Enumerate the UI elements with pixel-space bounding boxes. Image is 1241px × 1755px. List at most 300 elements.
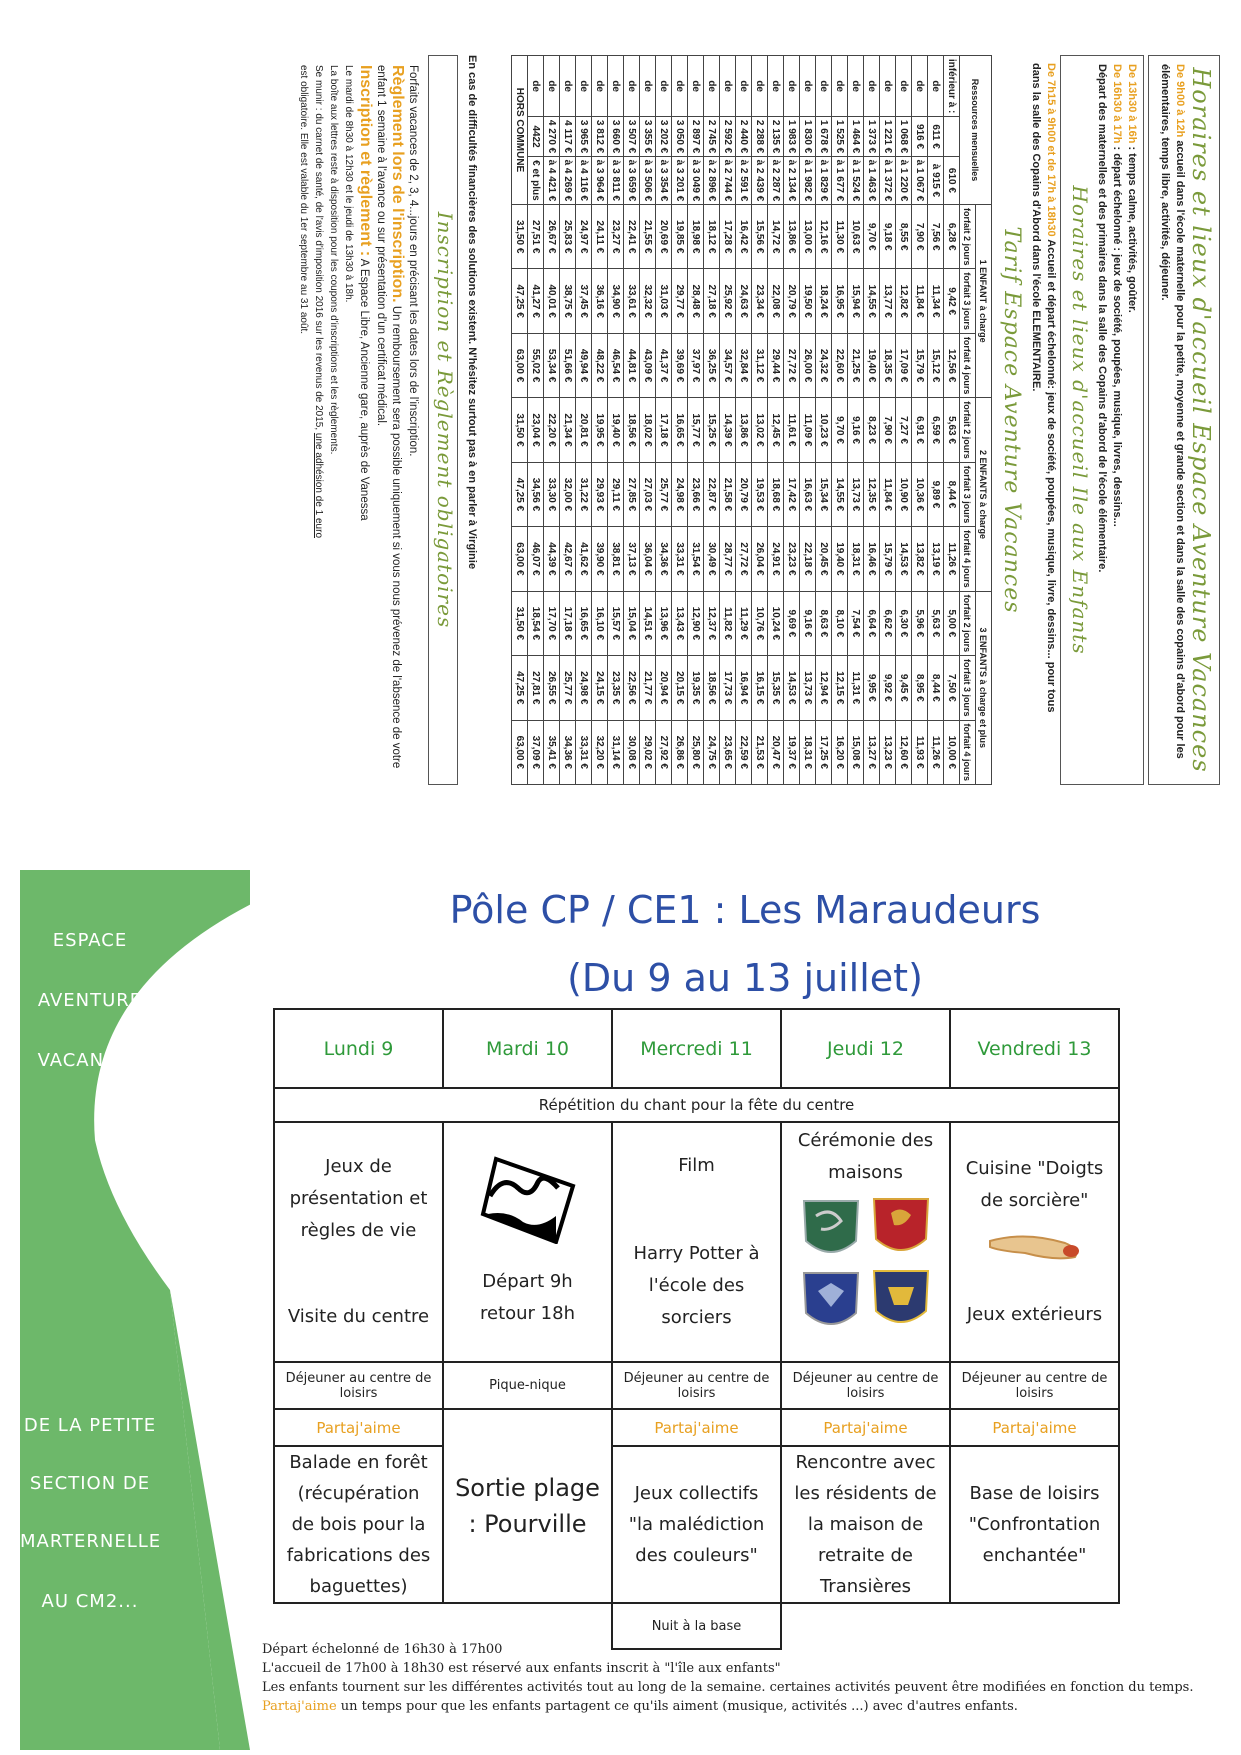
tarif-cell: 29,44 € (768, 333, 784, 397)
lunch-lundi: Déjeuner au centre de loisirs (274, 1362, 443, 1409)
tarif-cell: 63,00 € (512, 720, 528, 785)
tarif-cell: 44,81 € (624, 333, 640, 397)
tarif-cell: 63,00 € (512, 527, 528, 591)
tarif-cell: à 2 287 € (768, 156, 784, 204)
tarif-cell: 15,35 € (768, 656, 784, 720)
tarif-cell: 25,77 € (560, 656, 576, 720)
tarif-cell: 7,90 € (880, 398, 896, 462)
time-label: De 7h15 à 9h00 et de 17h à 18h30 (1045, 63, 1057, 237)
rotated-info-section (70, 55, 1220, 855)
tarif-cell: 12,56 € (944, 333, 960, 397)
tarif-row (736, 56, 752, 785)
activity-line: Harry Potter à (633, 1243, 760, 1264)
tarif-cell: 21,58 € (720, 462, 736, 526)
tarif-cell: 14,53 € (784, 656, 800, 720)
tarif-cell: 11,84 € (880, 462, 896, 526)
tarif-cell: 11,26 € (944, 527, 960, 591)
morning-lundi (274, 1122, 443, 1362)
tarif-cell: 23,23 € (784, 527, 800, 591)
tarif-cell: 33,30 € (544, 462, 560, 526)
horaires-espace-line2: élémentaires, temps libre, activités, déjeuner. (1159, 64, 1171, 301)
day-jeudi: Jeudi 12 (781, 1009, 950, 1088)
afternoon-jeudi (781, 1446, 950, 1603)
tarif-cell: 19,40 € (864, 333, 880, 397)
tarif-cell: 15,04 € (624, 591, 640, 655)
tarif-cell: 3 202 € (656, 117, 672, 157)
tarif-cell: 12,90 € (688, 591, 704, 655)
tarif-cell: 17,28 € (720, 205, 736, 269)
tarif-cell: 34,36 € (656, 527, 672, 591)
line-text: : temps calme, activités, goûter. (1126, 143, 1138, 313)
afternoon-mercredi (612, 1446, 781, 1603)
tarif-cell: 3 812 € (592, 117, 608, 157)
tarif-cell: 37,45 € (576, 269, 592, 333)
tarif-cell: 13,43 € (672, 591, 688, 655)
tarif-cell: 15,12 € (928, 333, 944, 397)
page-title (270, 880, 1220, 1008)
tarif-cell: à 4 269 € (560, 156, 576, 204)
tarif-cell: 6,59 € (928, 398, 944, 462)
forfait-header: forfait 3 jours (960, 462, 976, 526)
tarif-cell: 17,25 € (816, 720, 832, 785)
tarif-cell: 27,85 € (624, 462, 640, 526)
tarif-cell: 20,79 € (784, 269, 800, 333)
schedule-table (273, 1008, 1120, 1650)
tarif-cell: 49,94 € (576, 333, 592, 397)
tarif-cell: 24,75 € (704, 720, 720, 785)
horaires-espace-line1 (1172, 64, 1187, 776)
tarif-cell: de (528, 56, 544, 117)
tarif-cell: 611 € (928, 117, 944, 157)
tarif-row (848, 56, 864, 785)
tarif-cell: 9,70 € (864, 205, 880, 269)
tarif-cell (944, 117, 960, 157)
tarif-cell: 1 678 € (816, 117, 832, 157)
tarif-row (608, 56, 624, 785)
tarif-cell: 37,97 € (688, 333, 704, 397)
tarif-row (816, 56, 832, 785)
nuit-cell: Nuit à la base (612, 1603, 781, 1649)
title-line2: (Du 9 au 13 juillet) (567, 956, 923, 1000)
tarif-cell: de (656, 56, 672, 117)
tarif-cell: 10,00 € (944, 720, 960, 785)
tarif-cell: 36,25 € (704, 333, 720, 397)
tarif-cell: 4 117 € (560, 117, 576, 157)
tarif-table (511, 55, 992, 785)
tarif-cell: 17,42 € (784, 462, 800, 526)
tarif-row (944, 56, 960, 785)
side-label-section: SECTION DE (29, 1473, 151, 1494)
tarif-cell: 12,15 € (832, 656, 848, 720)
tarif-cell: 29,11 € (608, 462, 624, 526)
tarif-cell: 22,59 € (736, 720, 752, 785)
tarif-cell: 5,63 € (928, 591, 944, 655)
tarif-cell: 7,54 € (848, 591, 864, 655)
tarif-cell: 28,48 € (688, 269, 704, 333)
tarif-cell: 3 507 € (624, 117, 640, 157)
activity-line: Film (678, 1155, 715, 1176)
tarif-row (704, 56, 720, 785)
tarif-cell: à 2 439 € (752, 156, 768, 204)
activity-line: des couleurs" (635, 1545, 758, 1566)
tarif-cell: à 3 811 € (608, 156, 624, 204)
side-label-vacances: VACANCES (37, 1050, 143, 1071)
tarif-row (640, 56, 656, 785)
tarif-cell: 9,70 € (832, 398, 848, 462)
tarif-cell: 14,39 € (720, 398, 736, 462)
tarif-cell: 48,22 € (592, 333, 608, 397)
tarif-cell: 6,62 € (880, 591, 896, 655)
tarif-cell: 24,11 € (592, 205, 608, 269)
activity-line: Cérémonie des (797, 1130, 934, 1151)
tarif-cell: 8,95 € (912, 656, 928, 720)
tarif-cell: à 1 982 € (800, 156, 816, 204)
inscription-line4: est obligatoire. Elle est valable du 1er septembre au 31 août. (298, 65, 309, 335)
horaires-espace-line3 (1124, 64, 1139, 776)
tarif-cell: 5,96 € (912, 591, 928, 655)
forfait-header: forfait 2 jours (960, 591, 976, 655)
tarif-cell: 3 050 € (672, 117, 688, 157)
tarif-cell: 53,34 € (544, 333, 560, 397)
tarif-cell: 13,00 € (800, 205, 816, 269)
tarif-cell: 16,42 € (736, 205, 752, 269)
time-label: De 13h30 à 16h (1126, 64, 1138, 144)
tarif-row (720, 56, 736, 785)
tarif-cell: 13,96 € (656, 591, 672, 655)
tarif-cell: à 2 591 € (736, 156, 752, 204)
partaj-row (274, 1409, 1119, 1446)
tarif-cell: € et plus (528, 156, 544, 204)
tarif-cell: à 2 744 € (720, 156, 736, 204)
tarif-cell: 24,32 € (816, 333, 832, 397)
tarif-cell: 11,30 € (832, 205, 848, 269)
tarif-cell: 46,07 € (528, 527, 544, 591)
tarif-row (928, 56, 944, 785)
tarif-cell: 7,50 € (944, 656, 960, 720)
tarif-cell: 9,16 € (848, 398, 864, 462)
forfait-header: forfait 2 jours (960, 398, 976, 462)
tarif-cell: 8,23 € (864, 398, 880, 462)
tarif-cell: 9,92 € (880, 656, 896, 720)
line-text: : départ échelonné : jeux de société, poupées, musique, livres, dessins... (1111, 143, 1123, 527)
morning-row (274, 1122, 1119, 1362)
tarif-cell: de (640, 56, 656, 117)
tarif-cell: 21,34 € (560, 398, 576, 462)
tarif-cell: 35,41 € (544, 720, 560, 785)
group2-header: 2 ENFANTS à charge (976, 398, 992, 591)
horaires-espace-more-box (1060, 55, 1144, 785)
tarif-cell: 14,55 € (864, 269, 880, 333)
horaires-espace-line5: Départ des maternelles et des primaires dans la salle des Copains d'abord de l'école élémentaire. (1096, 64, 1108, 573)
tarif-cell: 18,98 € (688, 205, 704, 269)
tarif-cell: 18,24 € (816, 269, 832, 333)
witch-finger-cookie-icon (985, 1221, 1085, 1271)
tarif-cell: 39,69 € (672, 333, 688, 397)
tarif-cell: 15,57 € (608, 591, 624, 655)
tarif-cell: de (912, 56, 928, 117)
tarif-cell: 2 592 € (720, 117, 736, 157)
tarif-cell: 14,51 € (640, 591, 656, 655)
tarif-cell: 15,79 € (912, 333, 928, 397)
tarif-cell: à 1 372 € (880, 156, 896, 204)
tarif-cell: 63,00 € (512, 333, 528, 397)
tarif-cell: de (608, 56, 624, 117)
tarif-cell: de (752, 56, 768, 117)
reglement-title: Règlement lors de l'inscription. (389, 65, 406, 303)
inscription-title-box (428, 55, 458, 785)
tarif-cell: 9,18 € (880, 205, 896, 269)
tarif-row (832, 56, 848, 785)
tarif-cell: 38,81 € (608, 527, 624, 591)
tarif-cell: 610 € (944, 156, 960, 204)
tarif-cell: 21,25 € (848, 333, 864, 397)
tarif-cell: 21,53 € (752, 720, 768, 785)
tarif-row (656, 56, 672, 785)
tarif-cell: à 3 049 € (688, 156, 704, 204)
tarif-cell: 24,97 € (576, 205, 592, 269)
tarif-cell: à 4 116 € (576, 156, 592, 204)
activity-line: de bois pour la (291, 1514, 426, 1535)
tarif-cell: 6,64 € (864, 591, 880, 655)
tarif-cell: 33,31 € (672, 527, 688, 591)
tarif-cell: 11,84 € (912, 269, 928, 333)
tarif-cell: 2 135 € (768, 117, 784, 157)
tarif-row (592, 56, 608, 785)
poufsouffle-crest-icon (874, 1271, 928, 1322)
tarif-cell: 3 355 € (640, 117, 656, 157)
note-accueil: L'accueil de 17h00 à 18h30 est réservé aux enfants inscrit à "l'île aux enfants" (262, 1661, 781, 1676)
tarif-cell: 32,00 € (560, 462, 576, 526)
tarif-cell: de (720, 56, 736, 117)
tarif-cell: 47,25 € (512, 269, 528, 333)
tarif-cell: à 1 829 € (816, 156, 832, 204)
tarif-row (752, 56, 768, 785)
tarif-row (624, 56, 640, 785)
tarif-cell: 32,20 € (592, 720, 608, 785)
forfait-header: forfait 3 jours (960, 656, 976, 720)
tarif-cell: 7,90 € (912, 205, 928, 269)
tarif-cell: 14,53 € (896, 527, 912, 591)
tarif-cell: 27,72 € (736, 527, 752, 591)
tarif-cell: 24,63 € (736, 269, 752, 333)
tarif-cell: 16,20 € (832, 720, 848, 785)
horaires-ile-line1 (1043, 63, 1058, 777)
tarif-cell: 8,10 € (832, 591, 848, 655)
partaj-vendredi: Partaj'aime (950, 1409, 1119, 1446)
tarif-cell: 21,55 € (640, 205, 656, 269)
tarif-cell: 22,41 € (624, 205, 640, 269)
note-rotation: Les enfants tournent sur les différentes activités tout au long de la semaine. certaines activités peuvent être modifiées en fonction du temps. (262, 1680, 1194, 1695)
note-partaj (262, 1697, 1212, 1716)
tarif-cell: 1 464 € (848, 117, 864, 157)
activity-line: de sorcière" (980, 1190, 1089, 1211)
tarif-cell: HORS COMMUNE (512, 56, 528, 205)
tarif-cell: 21,77 € (640, 656, 656, 720)
tarif-cell: 41,37 € (656, 333, 672, 397)
tarif-cell: 25,92 € (720, 269, 736, 333)
lunch-vendredi: Déjeuner au centre de loisirs (950, 1362, 1119, 1409)
tarif-cell: 13,27 € (864, 720, 880, 785)
tarif-cell: 22,08 € (768, 269, 784, 333)
tarif-cell: de (832, 56, 848, 117)
activity-line: "Confrontation (968, 1514, 1101, 1535)
tarif-cell: 11,29 € (736, 591, 752, 655)
tarif-cell: 17,73 € (720, 656, 736, 720)
tarif-cell: 16,65 € (672, 398, 688, 462)
day-mercredi: Mercredi 11 (612, 1009, 781, 1088)
tarif-row (784, 56, 800, 785)
tarif-cell: 24,98 € (672, 462, 688, 526)
schedule-table-wrap (273, 1008, 1120, 1650)
adhesion-text: une adhésion de 1 euro (313, 432, 324, 539)
tarif-cell: 34,56 € (528, 462, 544, 526)
activity-line: Rencontre avec (795, 1452, 936, 1473)
activity-line: sorciers (661, 1307, 732, 1328)
tarif-cell: 19,85 € (672, 205, 688, 269)
partaj-label: Partaj'aime (262, 1699, 337, 1714)
tarif-cell: 26,55 € (544, 656, 560, 720)
tarif-cell: de (848, 56, 864, 117)
lunch-row (274, 1362, 1119, 1409)
tarif-row (880, 56, 896, 785)
tarif-cell: 2 897 € (688, 117, 704, 157)
tarif-cell: 10,90 € (896, 462, 912, 526)
tarif-cell: 12,94 € (816, 656, 832, 720)
tarif-cell: 8,63 € (816, 591, 832, 655)
reglement-para (373, 65, 405, 775)
tarif-cell: 16,65 € (576, 591, 592, 655)
tarif-cell: de (560, 56, 576, 117)
morning-jeudi (781, 1122, 950, 1362)
house-crests-icon (796, 1191, 936, 1341)
tarif-cell: 19,37 € (784, 720, 800, 785)
tarif-cell: 19,40 € (608, 398, 624, 462)
tarif-cell: de (816, 56, 832, 117)
reglement-text: Un remboursement sera possible uniquement si vous nous prévenez de l'absence de votre enfant 1 semaine à l'avance ou sur présentation d'un certificat médical. (375, 65, 402, 769)
tarif-cell: 30,49 € (704, 527, 720, 591)
tarif-cell: 7,56 € (928, 205, 944, 269)
tarif-cell: 38,75 € (560, 269, 576, 333)
tarif-cell: 11,26 € (928, 720, 944, 785)
tarif-cell: 2 288 € (752, 117, 768, 157)
inscription-title: Inscription et Règlement obligatoires (433, 211, 457, 629)
tarif-cell: 12,82 € (896, 269, 912, 333)
morning-vendredi (950, 1122, 1119, 1362)
tarif-cell: 27,03 € (640, 462, 656, 526)
tarif-cell: 55,02 € (528, 333, 544, 397)
tarif-cell: 26,04 € (752, 527, 768, 591)
tarif-cell: 13,23 € (880, 720, 896, 785)
tarif-cell: 15,25 € (704, 398, 720, 462)
tarif-cell: 31,50 € (512, 398, 528, 462)
tarif-row (896, 56, 912, 785)
tarif-cell: 17,70 € (544, 591, 560, 655)
activity-line: Départ 9h (482, 1271, 573, 1292)
tarif-cell: de (736, 56, 752, 117)
tarif-cell: 51,66 € (560, 333, 576, 397)
tarif-cell: 4 270 € (544, 117, 560, 157)
tarif-row (576, 56, 592, 785)
tarif-cell: 8,44 € (928, 656, 944, 720)
tarif-cell: 13,73 € (848, 462, 864, 526)
activity-line: retraite de (818, 1545, 913, 1566)
tarif-cell: 25,80 € (688, 720, 704, 785)
tarif-cell: 14,55 € (832, 462, 848, 526)
tarif-table-wrap (511, 55, 992, 785)
activity-line: Visite du centre (287, 1306, 430, 1327)
activity-line: Transières (819, 1576, 912, 1597)
tarif-cell: 6,91 € (912, 398, 928, 462)
tarif-cell: 10,36 € (912, 462, 928, 526)
tarif-row (912, 56, 928, 785)
partaj-text: un temps pour que les enfants partagent ce qu'ils aiment (musique, activités ...) avec d'autres enfants. (336, 1699, 1018, 1714)
tarif-cell: 31,22 € (576, 462, 592, 526)
tarif-cell: 23,04 € (528, 398, 544, 462)
tarif-cell: 6,30 € (896, 591, 912, 655)
side-label-cm2: AU CM2... (41, 1591, 139, 1612)
tarif-cell: 31,12 € (752, 333, 768, 397)
inscription-heading: Inscription et règlement : (357, 65, 374, 257)
tarif-cell: 24,98 € (576, 656, 592, 720)
side-label-maternelle: MARTERNELLE (20, 1531, 162, 1552)
tarif-cell: 10,76 € (752, 591, 768, 655)
tarif-cell: 39,90 € (592, 527, 608, 591)
activity-line: baguettes) (309, 1576, 408, 1597)
forfait-header: forfait 4 jours (960, 720, 976, 785)
tarif-body (512, 56, 960, 785)
tarif-cell: 11,09 € (800, 398, 816, 462)
tarif-cell: 6,28 € (944, 205, 960, 269)
tarif-cell: 18,31 € (848, 527, 864, 591)
tarif-cell: 17,18 € (656, 398, 672, 462)
tarif-cell: 15,79 € (880, 527, 896, 591)
tarif-cell: à 1 067 € (912, 156, 928, 204)
afternoon-row (274, 1446, 1119, 1603)
tarif-cell: 22,56 € (624, 656, 640, 720)
activity-line: fabrications des (286, 1545, 431, 1566)
tarif-cell: 42,67 € (560, 527, 576, 591)
tarif-cell: 12,35 € (864, 462, 880, 526)
chant-cell: Répétition du chant pour la fête du centre (274, 1088, 1119, 1122)
activity-line: Cuisine "Doigts (965, 1158, 1104, 1179)
tarif-cell: 1 525 € (832, 117, 848, 157)
tarif-cell: 19,95 € (592, 398, 608, 462)
tarif-cell: 9,95 € (864, 656, 880, 720)
tarif-cell: 27,81 € (528, 656, 544, 720)
tarif-cell: 14,72 € (768, 205, 784, 269)
tarif-cell: 13,77 € (880, 269, 896, 333)
partaj-jeudi: Partaj'aime (781, 1409, 950, 1446)
tarif-cell: 16,46 € (864, 527, 880, 591)
activity-line: : Pourville (468, 1510, 587, 1538)
tarif-row (560, 56, 576, 785)
tarif-cell: 4422 (528, 117, 544, 157)
tarif-cell: 28,77 € (720, 527, 736, 591)
tarif-cell: inférieur à : (944, 56, 960, 117)
tarif-cell: 18,56 € (704, 656, 720, 720)
tarif-cell: 27,72 € (784, 333, 800, 397)
tarif-cell: 31,54 € (688, 527, 704, 591)
lunch-jeudi: Déjeuner au centre de loisirs (781, 1362, 950, 1409)
time-label: De 9h00 à 12h (1174, 64, 1186, 138)
title-line1: Pôle CP / CE1 : Les Maraudeurs (449, 888, 1041, 932)
tarif-cell: à 3 659 € (624, 156, 640, 204)
horaires-ile-line2: dans la salle des Copains d'Abord dans l'école ELEMENTAIRE. (1030, 63, 1042, 392)
tarif-cell: à 1 677 € (832, 156, 848, 204)
forfait-header: forfait 4 jours (960, 527, 976, 591)
tarif-cell: 15,34 € (816, 462, 832, 526)
tarif-cell: 12,45 € (768, 398, 784, 462)
